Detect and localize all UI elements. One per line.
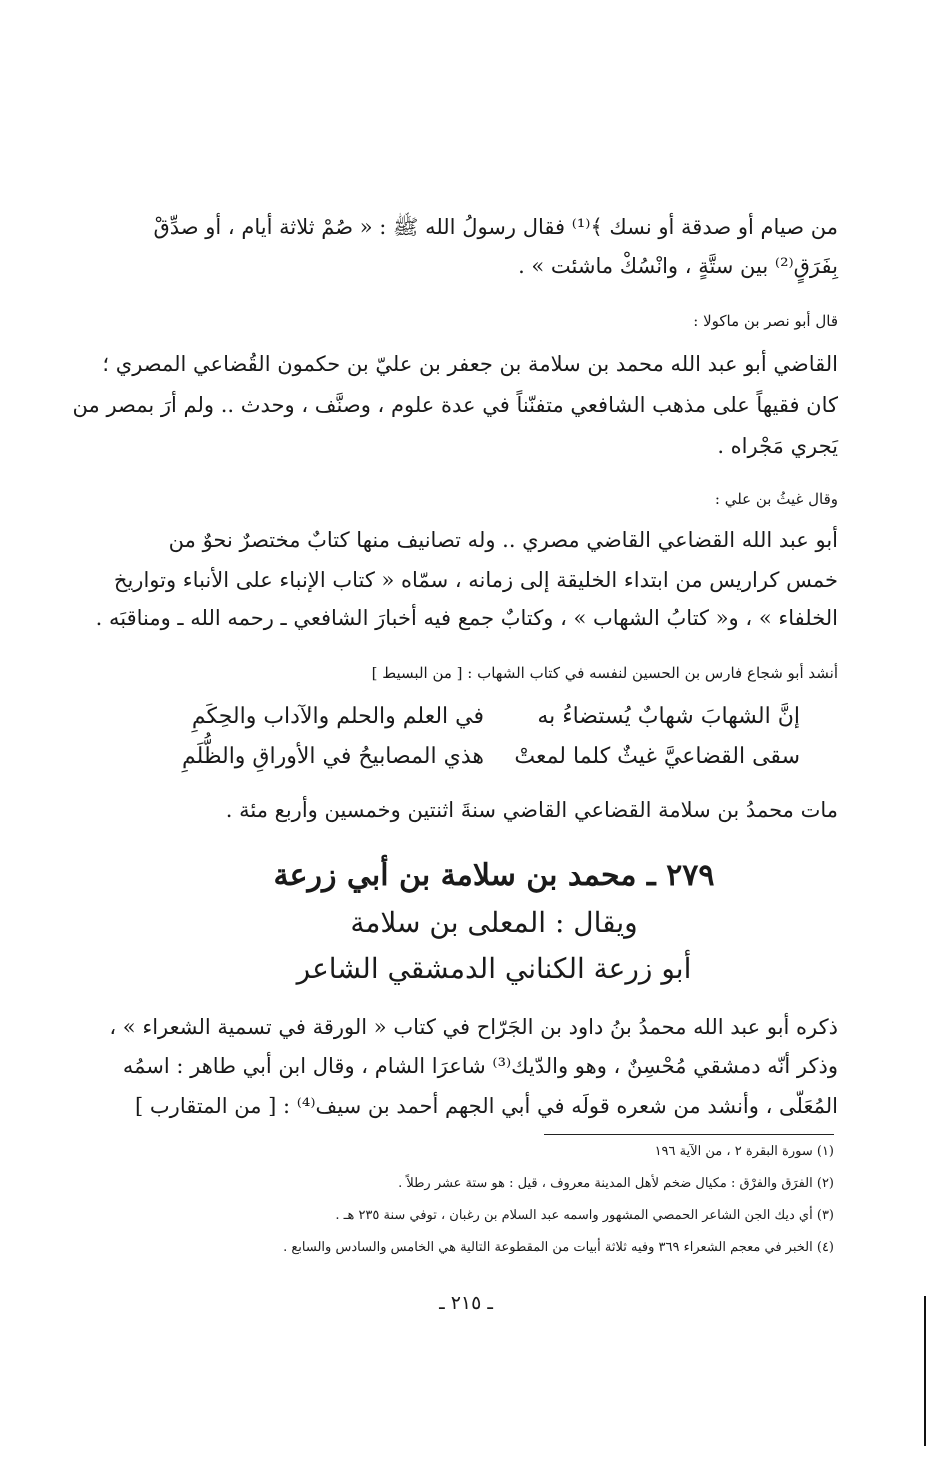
death-note: مات محمدُ بن سلامة القضاعي القاضي سنةَ اثنتين وخمسين وأربع مئة . <box>225 798 838 822</box>
footnote: (٤) الخبر في معجم الشعراء ٣٦٩ وفيه ثلاثة أبيات من المقطوعة التالية هي الخامس والسادس والسابع . <box>283 1240 834 1255</box>
entry-subtitle: ويقال : المعلى بن سلامة <box>350 906 638 939</box>
verse-hemistich: هذي المصابيحُ في الأوراقِ والظُّلَمِ <box>182 744 484 769</box>
paragraph-line: كان فقيهاً على مذهب الشافعي متفنّناً في عدة علوم ، وصنَّف ، وحدث .. ولم أرَ بمصر من <box>72 393 838 417</box>
footnote: (٣) أي ديك الجن الشاعر الحمصي المشهور واسمه عبد السلام بن رغبان ، توفي سنة ٢٣٥ هـ . <box>335 1208 834 1223</box>
section-heading: قال أبو نصر بن ماكولا : <box>693 312 838 330</box>
paragraph-line: بِفَرَقٍ⁽²⁾ بين ستَّةٍ ، وانْسُكْ ماشئت » . <box>518 254 838 278</box>
paragraph-line: المُعَلّى ، وأنشد من شعره قولَه في أبي الجهم أحمد بن سيف⁽⁴⁾ : [ من المتقارب ] <box>135 1094 838 1118</box>
verse-hemistich: إنَّ الشهابَ شهابٌ يُستضاءُ به <box>537 704 800 729</box>
entry-subtitle: أبو زرعة الكناني الدمشقي الشاعر <box>296 952 692 985</box>
paragraph-line: الخلفاء » ، و« كتابُ الشهاب » ، وكتابٌ جمع فيه أخبارَ الشافعي ـ رحمه الله ـ ومناقبَه . <box>95 606 838 630</box>
poem-intro: أنشد أبو شجاع فارس بن الحسين لنفسه في كتاب الشهاب : [ من البسيط ] <box>371 664 838 682</box>
paragraph-line: القاضي أبو عبد الله محمد بن سلامة بن جعفر بن عليّ بن حكمون القُضاعي المصري ؛ <box>102 352 838 376</box>
footnote: (٢) الفرَق والفرْق : مكيال ضخم لأهل المدينة معروف ، قيل : هو ستة عشر رطلاً . <box>398 1176 834 1191</box>
entry-title: ٢٧٩ ـ محمد بن سلامة بن أبي زرعة <box>273 858 715 893</box>
paragraph-line: يَجري مَجْراه . <box>717 434 838 458</box>
page-number: ـ ٢١٥ ـ <box>439 1292 493 1314</box>
footnote-separator <box>544 1134 834 1135</box>
verse-hemistich: في العلم والحلم والآداب والحِكَمِ <box>191 704 484 729</box>
paragraph-line: خمس كراريس من ابتداء الخليقة إلى زمانه ، سمّاه « كتاب الإنباء على الأنباء وتواريخ <box>113 568 838 592</box>
verse-hemistich: سقى القضاعيَّ غيثٌ كلما لمعتْ <box>514 744 800 769</box>
margin-line <box>924 1296 926 1446</box>
paragraph-line: أبو عبد الله القضاعي القاضي مصري .. وله تصانيف منها كتابٌ مختصرٌ نحوٌ من <box>168 528 838 552</box>
paragraph-line: ذكره أبو عبد الله محمدُ بنُ داود بن الجَرّاح في كتاب « الورقة في تسمية الشعراء » ، <box>109 1015 838 1039</box>
section-heading: وقال غيثُ بن علي : <box>714 490 838 508</box>
footnote: (١) سورة البقرة ٢ ، من الآية ١٩٦ <box>654 1144 834 1159</box>
paragraph-line: وذكر أنّه دمشقي مُحْسِنٌ ، وهو والدّيك⁽³⁾ شاعرَا الشام ، وقال ابن أبي طاهر : اسمُه <box>122 1054 838 1078</box>
paragraph-line: من صيام أو صدقة أو نسك ﴾⁽¹⁾ فقال رسولُ الله ﷺ : « صُمْ ثلاثة أيام ، أو صدِّقْ <box>153 215 838 239</box>
